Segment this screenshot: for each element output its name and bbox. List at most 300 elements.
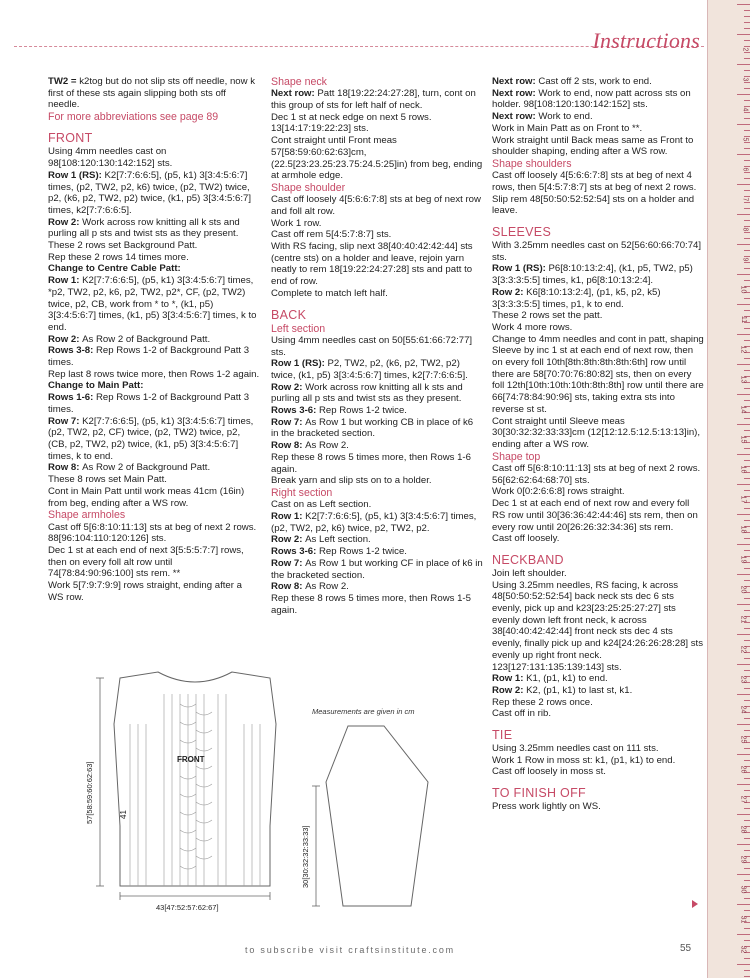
instruction-text: As Row 2. bbox=[305, 440, 349, 452]
ruler-number: 28 bbox=[739, 825, 747, 834]
measuring-ruler bbox=[707, 0, 750, 978]
instruction-text: Press work lightly on WS. bbox=[492, 801, 601, 813]
instruction-text: K2[7:7:6:6:5], (p5, k1) 3[3:4:5:6:7] times, (p2, TW2, p2, k6) twice, (p2, TW2) twice, p2, (k6, p2, TW2, p2) twice, (k1, p5) 3[3:4:5:6:7] times, k2[7:7:6:6:5]. bbox=[48, 169, 251, 216]
instruction-text: Cast off loosely 4[5:6:6:7:8] sts at beg of next row and foll alt row. bbox=[271, 194, 481, 217]
ruler-number: 21 bbox=[739, 615, 747, 624]
instruction-text: Cast off loosely 4[5:6:6:7:8] sts at beg of next 4 rows, then 5[4:5:7:8:7] sts at beg of next 2 rows. bbox=[492, 170, 697, 193]
instruction-text: Rep these 8 rows 5 times more, then Rows 1-5 again. bbox=[271, 592, 471, 616]
ruler-tick bbox=[744, 220, 750, 221]
ruler-tick bbox=[744, 130, 750, 131]
ruler-tick bbox=[744, 610, 750, 611]
ruler-tick bbox=[744, 280, 750, 281]
ruler-tick bbox=[744, 490, 750, 491]
next-page-arrow-icon bbox=[692, 900, 698, 908]
instruction-text: Work to end, now patt across sts on holder. 98[108:120:130:142:152] sts. bbox=[492, 87, 691, 111]
ruler-tick bbox=[744, 232, 750, 233]
instruction-paragraph bbox=[48, 392, 260, 415]
instruction-paragraph bbox=[492, 263, 704, 286]
instruction-paragraph bbox=[492, 123, 704, 135]
instruction-paragraph bbox=[492, 673, 704, 685]
ruler-number: 29 bbox=[739, 855, 747, 864]
ruler-tick bbox=[744, 580, 750, 581]
instruction-paragraph bbox=[48, 369, 260, 381]
instruction-text: Cast off 5[6:8:10:11:13] sts at beg of next 2 rows. 56[62:62:64:68:70] sts. bbox=[492, 462, 701, 486]
instruction-paragraph bbox=[492, 568, 704, 580]
ruler-tick bbox=[744, 160, 750, 161]
instruction-text: Cont straight until Sleeve meas 30[30:32:32:33:33]cm (12[12:12.5:12.5:13:13]in), ending after a WS row. bbox=[492, 415, 701, 450]
ruler-tick bbox=[737, 124, 750, 125]
instruction-label: Next row: bbox=[492, 87, 539, 99]
ruler-tick bbox=[737, 544, 750, 545]
instruction-paragraph bbox=[271, 218, 483, 230]
ruler-tick bbox=[744, 898, 750, 899]
instruction-paragraph bbox=[492, 416, 704, 451]
instruction-label: Row 2: bbox=[492, 684, 527, 696]
ruler-number: 25 bbox=[739, 735, 747, 744]
instruction-text: Cast on as Left section. bbox=[271, 499, 372, 511]
instruction-paragraph bbox=[271, 88, 483, 111]
column-1 bbox=[48, 76, 260, 603]
instruction-text: Patt 18[19:22:24:27:28], turn, cont on this group of sts for left half of neck. bbox=[271, 88, 476, 111]
instruction-paragraph bbox=[48, 462, 260, 474]
section-heading: SLEEVES bbox=[492, 225, 552, 240]
instruction-label: Rows 1-6: bbox=[48, 392, 96, 404]
instruction-paragraph bbox=[492, 135, 704, 158]
ruler-tick bbox=[744, 178, 750, 179]
ruler-number: 19 bbox=[739, 555, 747, 564]
instruction-paragraph bbox=[48, 76, 260, 111]
instruction-text: Rep these 8 rows 5 times more, then Rows 1-6 again. bbox=[271, 451, 471, 475]
instruction-paragraph bbox=[48, 240, 260, 252]
instruction-text: Rep Rows 1-2 of Background Patt 3 times. bbox=[48, 345, 250, 369]
instruction-paragraph bbox=[48, 275, 260, 334]
ruler-tick bbox=[744, 628, 750, 629]
section-title: Instructions bbox=[592, 28, 700, 53]
ruler-tick bbox=[744, 940, 750, 941]
ruler-tick bbox=[744, 688, 750, 689]
ruler-tick bbox=[737, 634, 750, 635]
instruction-paragraph bbox=[48, 345, 260, 368]
instruction-label: Row 7: bbox=[48, 415, 83, 427]
section-heading: BACK bbox=[271, 307, 307, 322]
ruler-tick bbox=[744, 148, 750, 149]
instruction-paragraph bbox=[492, 755, 704, 767]
instruction-paragraph bbox=[492, 76, 704, 88]
instruction-text: Work to end. bbox=[538, 111, 593, 123]
instruction-paragraph bbox=[48, 486, 260, 509]
ruler-tick bbox=[744, 52, 750, 53]
ruler-number: 14 bbox=[739, 405, 747, 414]
ruler-tick bbox=[744, 88, 750, 89]
ruler-tick bbox=[744, 658, 750, 659]
ruler-number: 8 bbox=[741, 227, 749, 232]
section-heading: TIE bbox=[492, 728, 513, 743]
ruler-tick bbox=[744, 598, 750, 599]
ruler-tick bbox=[737, 394, 750, 395]
instruction-text: Using 4mm needles cast on 98[108:120:130:142:152] sts. bbox=[48, 146, 173, 170]
ruler-tick bbox=[744, 838, 750, 839]
ruler-tick bbox=[744, 250, 750, 251]
ruler-tick bbox=[744, 82, 750, 83]
ruler-tick bbox=[744, 340, 750, 341]
instruction-text: Work 0[0:2:6:6:8] rows straight. bbox=[492, 486, 625, 498]
instruction-label: Row 1 (RS): bbox=[492, 263, 549, 275]
instruction-paragraph bbox=[492, 194, 704, 217]
instruction-text: K2, (p1, k1) to last st, k1. bbox=[526, 684, 633, 696]
instruction-text: Cast off loosely. bbox=[492, 533, 560, 545]
instruction-paragraph bbox=[492, 322, 704, 334]
instruction-paragraph bbox=[48, 217, 260, 240]
ruler-tick bbox=[737, 934, 750, 935]
instruction-text: Break yarn and slip sts on to a holder. bbox=[271, 475, 432, 487]
ruler-tick bbox=[744, 58, 750, 59]
ruler-number: 23 bbox=[739, 675, 747, 684]
instruction-label: Next row: bbox=[271, 88, 318, 100]
instruction-label: Next row: bbox=[492, 76, 539, 87]
instruction-paragraph bbox=[492, 743, 704, 755]
instruction-label: Row 1 (RS): bbox=[271, 358, 328, 370]
ruler-tick bbox=[744, 100, 750, 101]
instruction-label: Change to Centre Cable Patt: bbox=[48, 263, 181, 275]
instruction-text: Work in Main Patt as on Front to **. bbox=[492, 122, 643, 134]
ruler-tick bbox=[737, 754, 750, 755]
ruler-tick bbox=[744, 670, 750, 671]
sub-heading: Shape shoulders bbox=[492, 157, 572, 170]
ruler-tick bbox=[744, 448, 750, 449]
measurement-note: Measurements are given in cm bbox=[312, 707, 415, 716]
instruction-paragraph bbox=[48, 334, 260, 346]
instruction-paragraph bbox=[492, 287, 704, 310]
ruler-tick bbox=[744, 22, 750, 23]
ruler-tick bbox=[737, 724, 750, 725]
instruction-paragraph bbox=[271, 452, 483, 475]
instruction-text: These 2 rows set Background Patt. bbox=[48, 240, 198, 252]
ruler-tick bbox=[737, 364, 750, 365]
ruler-number: 7 bbox=[741, 197, 749, 202]
instruction-paragraph bbox=[492, 801, 704, 813]
ruler-tick bbox=[737, 844, 750, 845]
instruction-text: K6[8:10:13:2:4], (p1, k5, p2, k5) 3[3:3:3:5:5] times, p1, k to end. bbox=[492, 286, 661, 310]
section-heading: FRONT bbox=[48, 131, 93, 146]
ruler-tick bbox=[744, 508, 750, 509]
ruler-tick bbox=[744, 142, 750, 143]
instruction-paragraph bbox=[48, 146, 260, 169]
instruction-text: Using 3.25mm needles cast on 111 sts. bbox=[492, 743, 659, 755]
ruler-tick bbox=[737, 274, 750, 275]
instruction-paragraph bbox=[271, 558, 483, 581]
ruler-tick bbox=[744, 568, 750, 569]
front-label: FRONT bbox=[177, 755, 205, 764]
ruler-tick bbox=[744, 718, 750, 719]
ruler-tick bbox=[737, 784, 750, 785]
sub-heading: Shape top bbox=[492, 450, 541, 463]
instruction-paragraph bbox=[492, 111, 704, 123]
ruler-number: 30 bbox=[739, 885, 747, 894]
ruler-number: 31 bbox=[739, 915, 747, 924]
instruction-paragraph bbox=[271, 440, 483, 452]
instruction-paragraph bbox=[492, 708, 704, 720]
ruler-tick bbox=[744, 868, 750, 869]
ruler-tick bbox=[744, 16, 750, 17]
instruction-paragraph bbox=[492, 580, 704, 674]
instruction-paragraph bbox=[271, 241, 483, 288]
ruler-tick bbox=[744, 172, 750, 173]
instruction-label: Row 7: bbox=[271, 557, 306, 569]
instruction-text: Change to 4mm needles and cont in patt, shaping Sleeve by inc 1 st at each end of next row, then on every foll 10th[8th:8th:8th:8th:6th] row until there are 58[70:70:76:80:82] sts, then on every foll 12th[10th:10th:10th:8th:8th] row until there are 66[74:78:84:90:96] sts, taking extra sts into reverse st st. bbox=[492, 333, 704, 415]
ruler-tick bbox=[744, 808, 750, 809]
instruction-paragraph bbox=[48, 252, 260, 264]
ruler-tick bbox=[744, 430, 750, 431]
front-body-label: 41 bbox=[119, 810, 128, 819]
ruler-tick bbox=[744, 28, 750, 29]
instruction-label: Rows 3-6: bbox=[271, 405, 319, 417]
instruction-label: Row 2: bbox=[48, 333, 83, 345]
instruction-text: Rep Rows 1-2 of Background Patt 3 times. bbox=[48, 392, 250, 415]
sleeve-outline bbox=[326, 726, 428, 906]
instruction-paragraph bbox=[271, 581, 483, 593]
instruction-paragraph bbox=[492, 685, 704, 697]
instruction-paragraph bbox=[271, 593, 483, 616]
instruction-paragraph bbox=[492, 766, 704, 778]
instruction-text: With RS facing, slip next 38[40:40:42:42:44] sts (centre sts) on a holder and leave, rejoin yarn neatly to rem 18[19:22:24:27:28] sts and patt to end of row. bbox=[271, 241, 473, 288]
instruction-text: K2[7:7:6:6:5], (p5, k1) 3[3:4:5:6:7] times, (p2, TW2, p2, CF) twice, (p2, TW2) twice, p2, (CB, p2, TW2, p2) twice, (k1, p5) 3[3:4:5:6:7] times, k to end. bbox=[48, 415, 254, 462]
ruler-number: 15 bbox=[739, 435, 747, 444]
instruction-text: K2[7:7:6:6:5], (p5, k1) 3[3:4:5:6:7] times, (p2, TW2, p2, k6) twice, p2, TW2, p2. bbox=[271, 510, 477, 534]
front-width-label: 43[47:52:57:62:67] bbox=[156, 903, 219, 912]
instruction-paragraph bbox=[492, 533, 704, 545]
instruction-text: As Row 2 of Background Patt. bbox=[82, 333, 211, 345]
section-heading: TO FINISH OFF bbox=[492, 786, 586, 801]
instruction-text: As Row 1 but working CB in place of k6 in the bracketed section. bbox=[271, 416, 474, 440]
instruction-text: Work 5[7:9:7:9:9] rows straight, ending after a WS row. bbox=[48, 580, 242, 603]
ruler-tick bbox=[744, 298, 750, 299]
sub-heading: Shape shoulder bbox=[271, 181, 346, 194]
ruler-tick bbox=[744, 970, 750, 971]
ruler-tick bbox=[744, 208, 750, 209]
ruler-tick bbox=[744, 268, 750, 269]
instruction-text: P6[8:10:13:2:4], (k1, p5, TW2, p5) 3[3:3:3:5:5] times, k1, p6[8:10:13:2:4]. bbox=[492, 263, 693, 287]
ruler-tick bbox=[737, 4, 750, 5]
sleeve-length-label: 30[30:32:32:33:33] bbox=[301, 825, 310, 888]
instruction-label: Row 2: bbox=[271, 381, 306, 393]
ruler-tick bbox=[737, 304, 750, 305]
ruler-tick bbox=[744, 520, 750, 521]
instruction-text: Dec 1 st at each end of next row and every foll RS row until 30[36:36:42:44:46] sts rem, then on every row until 20[26:26:32:34:36] sts rem. bbox=[492, 498, 698, 533]
ruler-tick bbox=[737, 514, 750, 515]
ruler-tick bbox=[744, 370, 750, 371]
ruler-tick bbox=[737, 874, 750, 875]
ruler-tick bbox=[744, 418, 750, 419]
ruler-tick bbox=[737, 694, 750, 695]
ruler-tick bbox=[744, 310, 750, 311]
column-3 bbox=[492, 76, 704, 813]
instruction-paragraph bbox=[48, 416, 260, 463]
instruction-text: As Row 1 but working CF in place of k6 in the bracketed section. bbox=[271, 557, 483, 581]
instruction-text: K2[7:7:6:6:5], (p5, k1) 3[3:4:5:6:7] times, *p2, TW2, p2, k6, p2, TW2, p2*, CF, (p2, TW2) twice, p2, CB, work from * to *, (k1, p5) 3[3:4:5:6:7] times, (k1, p5) 3[3:4:5:6:7] times, k to end. bbox=[48, 275, 257, 333]
instruction-text: As Row 2 of Background Patt. bbox=[82, 462, 211, 474]
ruler-tick bbox=[744, 460, 750, 461]
ruler-tick bbox=[737, 64, 750, 65]
instruction-text: These 8 rows set Main Patt. bbox=[48, 474, 167, 486]
instruction-text: As Left section. bbox=[305, 534, 371, 546]
instruction-text: Rep these 2 rows once. bbox=[492, 696, 593, 708]
instruction-text: Dec 1 st at neck edge on next 5 rows. 13[14:17:19:22:23] sts. bbox=[271, 111, 432, 135]
instruction-paragraph bbox=[271, 534, 483, 546]
ruler-tick bbox=[744, 70, 750, 71]
ruler-number: 17 bbox=[739, 495, 747, 504]
instruction-label: Rows 3-8: bbox=[48, 345, 96, 357]
instruction-text: Work 1 Row in moss st: k1, (p1, k1) to end. bbox=[492, 754, 676, 766]
sleeve-schematic bbox=[296, 706, 456, 926]
instruction-paragraph bbox=[48, 263, 260, 275]
front-schematic bbox=[80, 664, 300, 924]
instruction-text: Cast off in rib. bbox=[492, 708, 552, 720]
ruler-tick bbox=[744, 550, 750, 551]
ruler-tick bbox=[744, 10, 750, 11]
front-height-label: 57[58:59:60:62:63] bbox=[85, 761, 94, 824]
sub-heading: Left section bbox=[271, 322, 326, 335]
instruction-paragraph bbox=[492, 697, 704, 709]
instruction-paragraph bbox=[271, 499, 483, 511]
instruction-paragraph bbox=[271, 194, 483, 217]
ruler-number: 12 bbox=[739, 345, 747, 354]
instruction-text: Rep these 2 rows 14 times more. bbox=[48, 251, 189, 263]
ruler-tick bbox=[744, 850, 750, 851]
instruction-text: Work across row knitting all k sts and purling all p sts and twist sts as they present. bbox=[48, 216, 240, 240]
instruction-text: Work straight until Back meas same as Front to shoulder shaping, ending after a WS row. bbox=[492, 134, 694, 158]
ruler-number: 16 bbox=[739, 465, 747, 474]
instruction-label: Row 1: bbox=[48, 275, 83, 287]
ruler-tick bbox=[744, 700, 750, 701]
ruler-tick bbox=[744, 118, 750, 119]
ruler-tick bbox=[737, 184, 750, 185]
instruction-text: K1, (p1, k1) to end. bbox=[526, 673, 608, 685]
instruction-text: Work 4 more rows. bbox=[492, 321, 573, 333]
sub-heading: Shape armholes bbox=[48, 509, 126, 522]
instruction-text: Cast off 5[6:8:10:11:13] sts at beg of next 2 rows. 88[96:104:110:120:126] sts. bbox=[48, 521, 257, 545]
ruler-tick bbox=[737, 604, 750, 605]
ruler-number: 20 bbox=[739, 585, 747, 594]
instruction-text: Rep Rows 1-2 twice. bbox=[318, 405, 407, 417]
instruction-paragraph bbox=[271, 358, 483, 381]
ruler-tick bbox=[744, 778, 750, 779]
ruler-number: 6 bbox=[741, 167, 749, 172]
ruler-tick bbox=[744, 976, 750, 977]
ruler-number: 5 bbox=[741, 137, 749, 142]
instruction-paragraph bbox=[492, 463, 704, 486]
ruler-tick bbox=[737, 664, 750, 665]
instruction-text: P2, TW2, p2, (k6, p2, TW2, p2) twice, (k1, p5) 3[3:4:5:6:7] times, k2[7:7:6:6:5]. bbox=[271, 358, 468, 381]
instruction-paragraph bbox=[492, 310, 704, 322]
ruler-tick bbox=[744, 748, 750, 749]
instruction-label: Row 8: bbox=[271, 581, 306, 593]
instruction-paragraph bbox=[492, 240, 704, 263]
instruction-label: Change to Main Patt: bbox=[48, 380, 144, 392]
ruler-number: 11 bbox=[739, 315, 747, 324]
ruler-tick bbox=[744, 730, 750, 731]
instruction-label: Row 7: bbox=[271, 416, 306, 428]
ruler-number: 27 bbox=[739, 795, 747, 804]
instruction-paragraph bbox=[271, 112, 483, 135]
instruction-text: Using 4mm needles cast on 50[55:61:66:72:77] sts. bbox=[271, 334, 473, 358]
instruction-label: Rows 3-6: bbox=[271, 546, 319, 558]
instruction-label: Row 2: bbox=[492, 286, 527, 298]
ruler-tick bbox=[744, 262, 750, 263]
instruction-label: Row 8: bbox=[48, 462, 83, 474]
ruler-tick bbox=[737, 454, 750, 455]
instruction-text: Cast off 2 sts, work to end. bbox=[538, 76, 652, 87]
instruction-paragraph bbox=[48, 580, 260, 603]
instruction-paragraph bbox=[271, 511, 483, 534]
instruction-paragraph bbox=[492, 170, 704, 193]
instruction-label: Next row: bbox=[492, 111, 539, 123]
sub-heading: Right section bbox=[271, 486, 333, 499]
instruction-text: As Row 2. bbox=[305, 581, 349, 593]
ruler-tick bbox=[744, 880, 750, 881]
ruler-tick bbox=[744, 202, 750, 203]
instruction-label: TW2 = bbox=[48, 76, 80, 87]
abbreviations-link[interactable]: For more abbreviations see page 89 bbox=[48, 111, 219, 124]
ruler-tick bbox=[737, 904, 750, 905]
ruler-tick bbox=[737, 154, 750, 155]
instruction-label: Row 1: bbox=[492, 673, 527, 685]
column-2 bbox=[271, 76, 483, 616]
sub-heading: Shape neck bbox=[271, 76, 327, 88]
instruction-paragraph bbox=[48, 545, 260, 580]
ruler-tick bbox=[737, 214, 750, 215]
instruction-paragraph bbox=[271, 335, 483, 358]
instruction-text: Work 1 row. bbox=[271, 217, 322, 229]
ruler-tick bbox=[744, 928, 750, 929]
ruler-tick bbox=[744, 478, 750, 479]
ruler-number: 26 bbox=[739, 765, 747, 774]
ruler-tick bbox=[737, 964, 750, 965]
instruction-paragraph bbox=[48, 474, 260, 486]
instruction-text: These 2 rows set the patt. bbox=[492, 310, 603, 322]
instruction-text: Cont in Main Patt until work meas 41cm (16in) from beg, ending after a WS row. bbox=[48, 485, 245, 509]
ruler-tick bbox=[737, 334, 750, 335]
ruler-number: 2 bbox=[741, 47, 749, 52]
instruction-text: Rep Rows 1-2 twice. bbox=[318, 546, 407, 558]
ruler-tick bbox=[744, 40, 750, 41]
instruction-paragraph bbox=[492, 334, 704, 416]
ruler-tick bbox=[737, 94, 750, 95]
instruction-paragraph bbox=[271, 405, 483, 417]
ruler-tick bbox=[744, 640, 750, 641]
instruction-paragraph bbox=[271, 229, 483, 241]
ruler-number: 3 bbox=[741, 77, 749, 82]
ruler-tick bbox=[737, 484, 750, 485]
instruction-text: Join left shoulder. bbox=[492, 567, 567, 579]
ruler-tick bbox=[744, 400, 750, 401]
ruler-number: 4 bbox=[741, 107, 749, 112]
instruction-text: Cast off loosely in moss st. bbox=[492, 766, 606, 778]
instruction-paragraph bbox=[48, 380, 260, 392]
instruction-paragraph bbox=[271, 382, 483, 405]
ruler-tick bbox=[744, 820, 750, 821]
footer-text: to subscribe visit craftsinstitute.com bbox=[245, 945, 455, 955]
ruler-tick bbox=[744, 388, 750, 389]
instruction-text: Complete to match left half. bbox=[271, 287, 388, 299]
ruler-tick bbox=[744, 328, 750, 329]
instruction-text: Using 3.25mm needles, RS facing, k across 48[50:50:52:52:54] back neck sts dec 6 sts evenly, pick up and k23[23:25:25:27:27] sts evenly down left front neck, k across 38[40:40:42:42:44] front neck sts dec 4 sts evenly, finally pick up and k24[24:26:26:28:28] sts evenly up right front neck. 123[127:131:135:139:143] sts. bbox=[492, 579, 704, 673]
instruction-paragraph bbox=[492, 486, 704, 498]
instruction-text: Slip rem 48[50:50:52:52:54] sts on a holder and leave. bbox=[492, 193, 695, 217]
ruler-tick bbox=[744, 238, 750, 239]
instruction-label: Row 2: bbox=[48, 216, 83, 228]
ruler-tick bbox=[744, 958, 750, 959]
ruler-tick bbox=[744, 112, 750, 113]
